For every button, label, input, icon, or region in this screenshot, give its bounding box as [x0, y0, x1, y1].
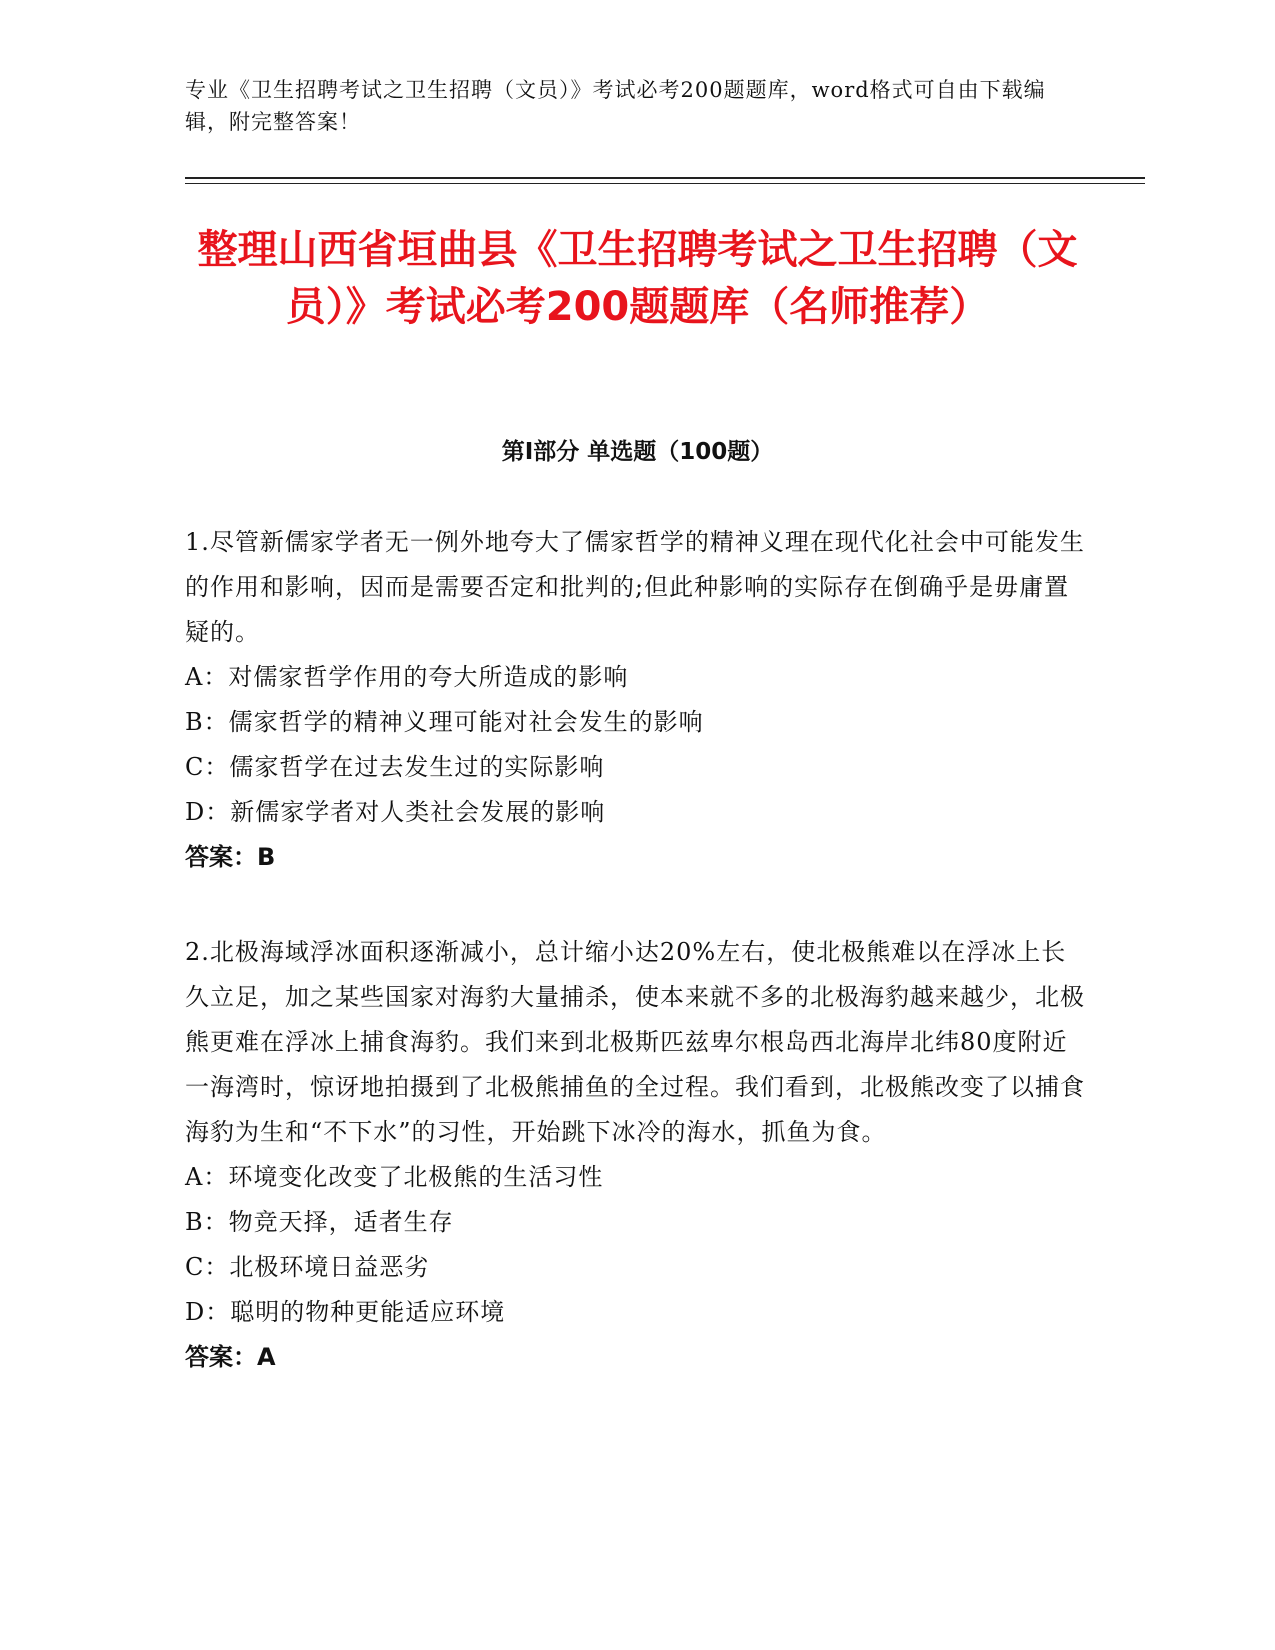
question-stem: 1.尽管新儒家学者无一例外地夸大了儒家哲学的精神义理在现代化社会中可能发生的作用和影响，因而是需要否定和批判的;但此种影响的实际存在倒确乎是毋庸置疑的。 [185, 528, 1085, 646]
option-d: D：新儒家学者对人类社会发展的影响 [185, 798, 606, 826]
option-c: C：北极环境日益恶劣 [185, 1253, 430, 1281]
answer: 答案：A [185, 1343, 276, 1371]
section-heading: 第I部分 单选题（100题） [501, 439, 774, 465]
header-divider-thin [185, 183, 1145, 184]
header-note: 专业《卫生招聘考试之卫生招聘（文员）》考试必考200题题库，word格式可自由下载编辑，附完整答案！ [185, 78, 1046, 134]
option-d: D：聪明的物种更能适应环境 [185, 1298, 506, 1326]
option-b: B：儒家哲学的精神义理可能对社会发生的影响 [185, 708, 704, 736]
document-title: 整理山西省垣曲县《卫生招聘考试之卫生招聘（文员）》考试必考200题题库（名师推荐） [197, 227, 1078, 330]
question-2 [185, 930, 1085, 1380]
question-1 [185, 520, 1085, 880]
option-c: C：儒家哲学在过去发生过的实际影响 [185, 753, 605, 781]
option-a: A：环境变化改变了北极熊的生活习性 [185, 1163, 604, 1191]
option-b: B：物竞天择，适者生存 [185, 1208, 454, 1236]
header-divider-thick [185, 177, 1145, 179]
option-a: A：对儒家哲学作用的夸大所造成的影响 [185, 663, 629, 691]
answer: 答案：B [185, 843, 276, 871]
question-stem: 2.北极海域浮冰面积逐渐减小，总计缩小达20%左右，使北极熊难以在浮冰上长久立足，加之某些国家对海豹大量捕杀，使本来就不多的北极海豹越来越少，北极熊更难在浮冰上捕食海豹。我们来到北极斯匹兹卑尔根岛西北海岸北纬80度附近一海湾时，惊讶地拍摄到了北极熊捕鱼的全过程。我们看到，北极熊改变了以捕食海豹为生和“不下水”的习性，开始跳下冰冷的海水，抓鱼为食。 [185, 938, 1085, 1146]
